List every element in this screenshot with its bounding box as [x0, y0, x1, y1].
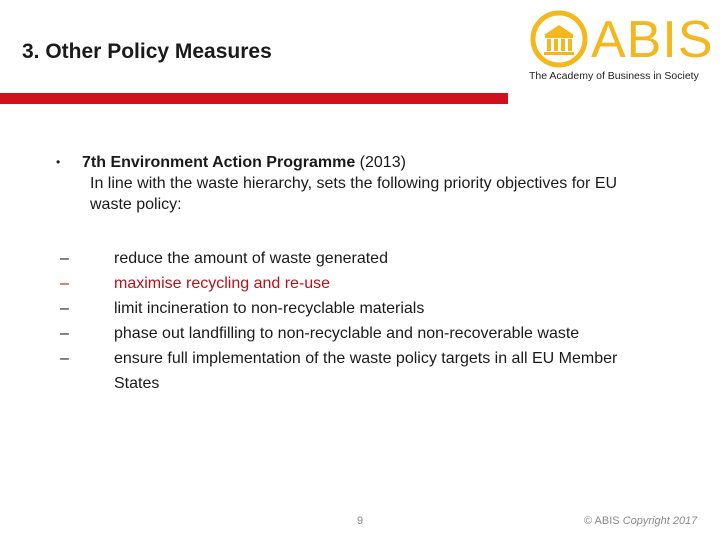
list-item: [56, 246, 676, 271]
dash-marker: –: [60, 250, 69, 267]
programme-year: (2013): [355, 154, 406, 171]
dash-marker: –: [60, 325, 69, 342]
list-item: [56, 271, 676, 296]
bullet-marker: •: [56, 155, 61, 169]
list-item: [56, 321, 676, 346]
page-number: 9: [357, 515, 364, 527]
objective-text: phase out landfilling to non-recyclable and non-recoverable waste: [114, 325, 580, 342]
objective-text: limit incineration to non-recyclable materials: [114, 300, 425, 317]
logo-tagline: The Academy of Business in Society: [529, 70, 699, 82]
copyright-year: Copyright 2017: [622, 515, 698, 527]
dash-marker: –: [60, 275, 69, 292]
dash-marker: –: [60, 350, 69, 367]
slide-body: [56, 152, 676, 396]
classical-building-icon: [530, 10, 588, 68]
abis-logo: [527, 8, 714, 88]
copyright-notice: [584, 515, 697, 527]
list-item: [56, 346, 676, 396]
objective-text-highlighted: maximise recycling and re-use: [114, 275, 331, 292]
objective-text: reduce the amount of waste generated: [114, 250, 388, 267]
copyright-prefix: © ABIS: [584, 515, 623, 527]
title-underline-bar: [0, 93, 508, 104]
objective-text: ensure full implementation of the waste policy targets in all EU Member States: [114, 350, 618, 392]
logo-wordmark: ABIS: [591, 11, 714, 69]
main-bullet: [56, 152, 676, 173]
bullet-description: In line with the waste hierarchy, sets the following priority objectives for EU waste policy:: [90, 175, 618, 213]
dash-marker: –: [60, 300, 69, 317]
programme-name: 7th Environment Action Programme: [82, 154, 356, 171]
bullet-heading: [82, 152, 406, 173]
slide-title: 3. Other Policy Measures: [22, 40, 272, 63]
objectives-list: [56, 246, 676, 396]
list-item: [56, 296, 676, 321]
